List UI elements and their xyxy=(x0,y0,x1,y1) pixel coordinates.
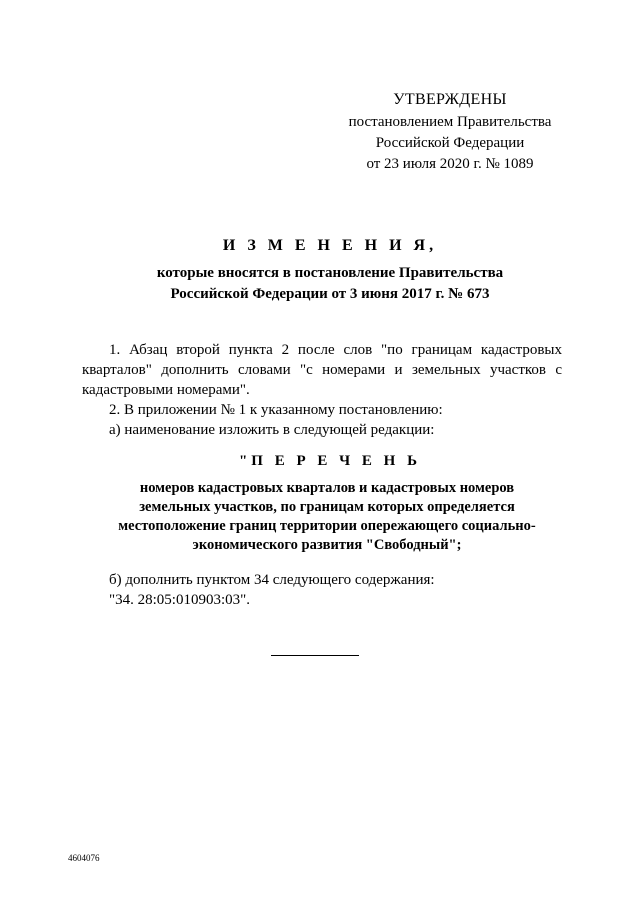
document-title: И З М Е Н Е Н И Я, xyxy=(222,237,438,254)
approval-heading: УТВЕРЖДЕНЫ xyxy=(393,91,507,108)
item-2b-value-text: "34. 28:05:010903:03". xyxy=(109,592,250,608)
list-subtitle-line-4: экономического развития "Свободный"; xyxy=(192,537,462,553)
list-subtitle xyxy=(82,479,572,555)
list-subtitle-line-2: земельных участков, по границам которых определяется xyxy=(139,499,515,515)
approval-block xyxy=(330,88,570,175)
approval-line-3: от 23 июля 2020 г. № 1089 xyxy=(366,156,534,172)
item-2b-text: б) дополнить пунктом 34 следующего содержания: xyxy=(109,572,435,588)
list-title: "П Е Р Е Ч Е Н Ь xyxy=(238,453,421,469)
paragraph-item-2 xyxy=(82,400,562,420)
list-subtitle-line-1: номеров кадастровых кварталов и кадастровых номеров xyxy=(139,480,515,496)
subtitle-line-1: которые вносятся в постановление Правительства xyxy=(156,265,504,281)
item-1-text: 1. Абзац второй пункта 2 после слов "по границам кадастровых кварталов" дополнить словами "с номерами и земельных участков с кадастровыми номерами". xyxy=(82,342,562,398)
paragraph-item-1 xyxy=(82,340,562,400)
footer-code: 4604076 xyxy=(68,853,100,863)
end-divider xyxy=(271,655,359,656)
subtitle-line-2: Российской Федерации от 3 июня 2017 г. № 673 xyxy=(170,286,490,302)
paragraph-item-2b-value xyxy=(82,590,562,610)
approval-line-1: постановлением Правительства xyxy=(348,114,552,130)
document-subtitle xyxy=(100,263,560,305)
item-2a-text: а) наименование изложить в следующей редакции: xyxy=(109,422,435,438)
item-2-text: 2. В приложении № 1 к указанному постановлению: xyxy=(109,402,443,418)
approval-line-2: Российской Федерации xyxy=(375,135,525,151)
list-subtitle-line-3: местоположение границ территории опережающего социально- xyxy=(118,518,536,534)
paragraph-item-2b xyxy=(82,570,562,590)
paragraph-item-2a xyxy=(82,420,562,440)
